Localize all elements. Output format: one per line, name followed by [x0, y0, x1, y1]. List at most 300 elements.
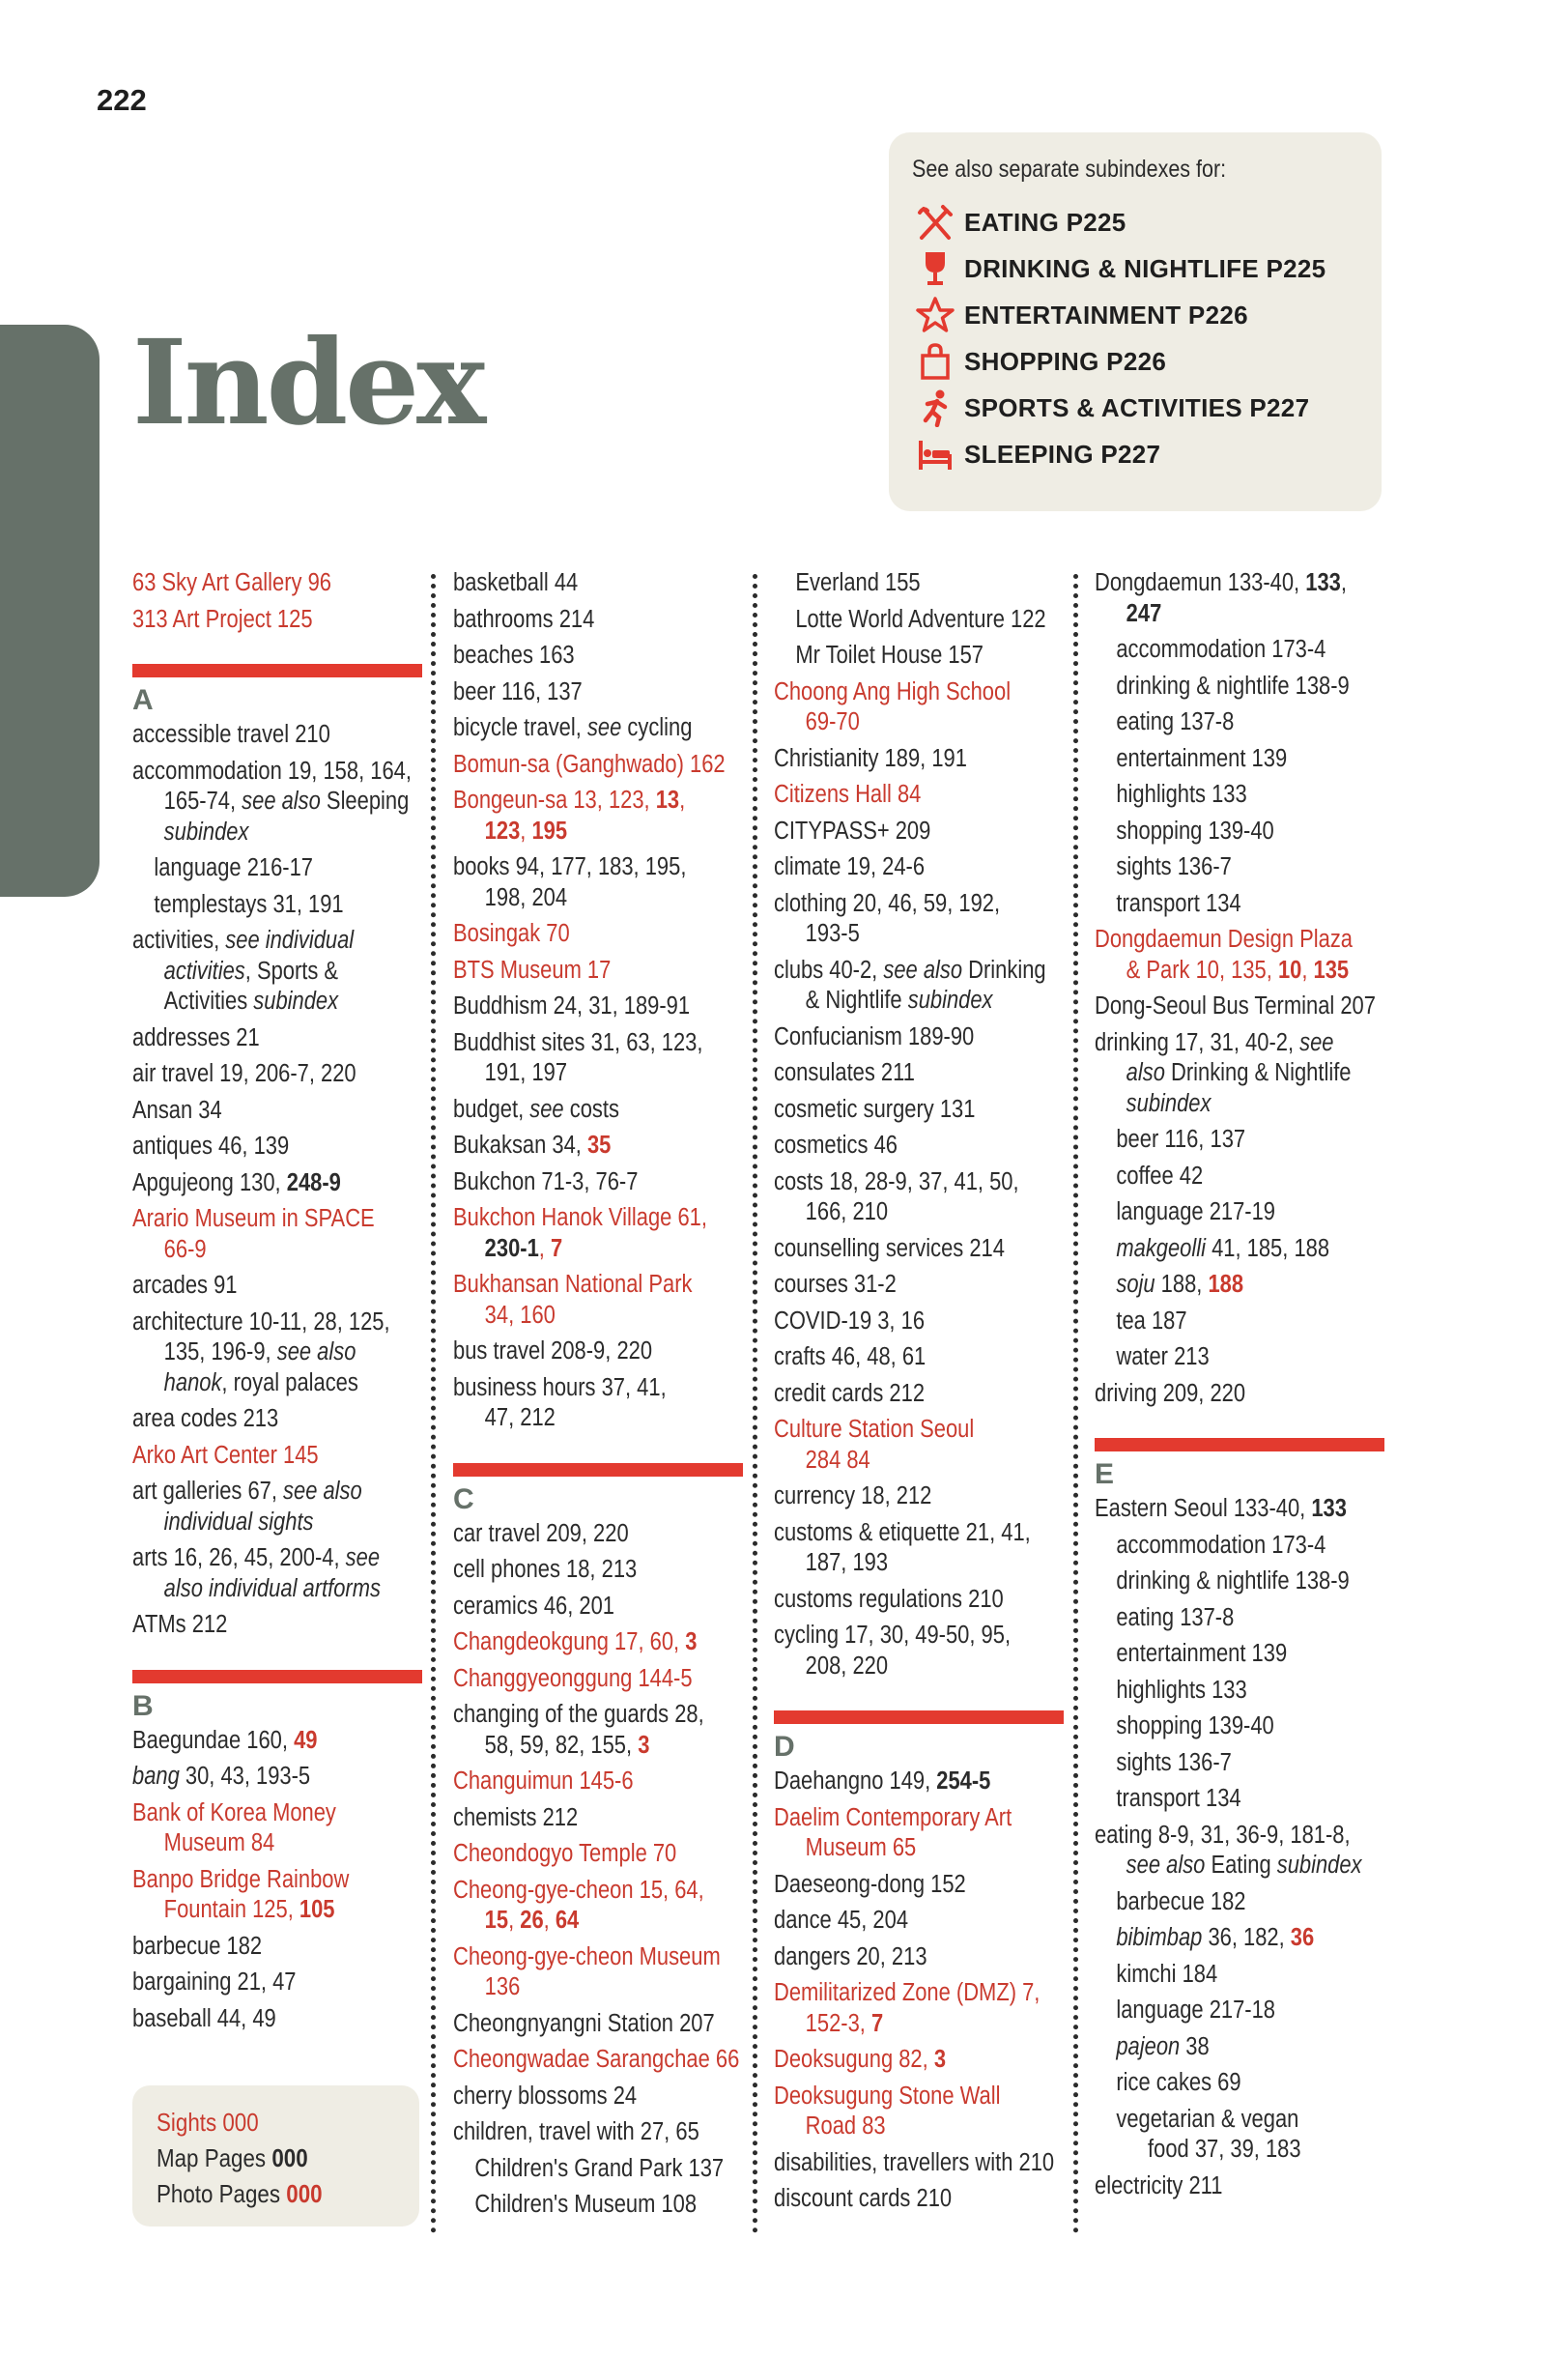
index-entry [453, 991, 702, 1022]
entry-line [774, 1585, 1023, 1616]
index-entry [453, 1270, 702, 1331]
entry-line [453, 1627, 702, 1658]
entry-text: language 217-18 [1116, 1997, 1275, 2024]
entry-text: cherry blossoms 24 [453, 2082, 638, 2110]
entry-line [1095, 991, 1376, 1022]
entry-text: , [543, 1907, 556, 1934]
subindex-eating[interactable] [914, 202, 1126, 243]
index-entry [132, 1271, 382, 1302]
index-entry [774, 889, 1023, 950]
entry-text: Cheongwadae Sarangchae 66 [453, 2046, 740, 2073]
entry-line [453, 677, 702, 708]
index-entry [774, 1131, 1023, 1162]
index-entry [453, 1167, 702, 1198]
index-entry [453, 1028, 702, 1089]
index-entry [132, 1543, 382, 1604]
index-entry [774, 1767, 1023, 1797]
entry-line [774, 1942, 1023, 1973]
entry-text: 30, 43, 193-5 [179, 1763, 311, 1790]
index-entry [774, 780, 1023, 811]
entry-text: 47, 212 [484, 1404, 556, 1431]
index-entry [453, 1519, 702, 1550]
index-entry [1095, 1821, 1362, 1882]
index-entry [774, 956, 1046, 1017]
entry-text: business hours 37, 41, [453, 1373, 667, 1401]
entry-line [132, 957, 382, 988]
entry-text: Bukaksan 34, [453, 1132, 587, 1159]
entry-line [453, 1058, 702, 1089]
index-entry [132, 757, 412, 848]
letter-divider [132, 664, 422, 677]
entry-line [132, 1828, 382, 1859]
index-entry [132, 1204, 382, 1265]
index-entry [774, 1270, 1023, 1301]
entry-line [132, 1441, 382, 1472]
entry-text: COVID-19 3, 16 [774, 1307, 926, 1335]
entry-line [1095, 1494, 1347, 1525]
index-subentry [1095, 817, 1344, 848]
entry-text: 135, 196-9, [163, 1338, 277, 1365]
index-entry [453, 786, 702, 847]
entry-line [453, 1731, 702, 1762]
entry-line [774, 2082, 1023, 2112]
section-tab [0, 325, 100, 897]
entry-line [1095, 1379, 1344, 1410]
entry-text: subindex [907, 987, 993, 1014]
entry-line [132, 1543, 382, 1574]
entry-line [774, 1803, 1023, 1834]
entry-text: Drinking [962, 956, 1046, 984]
entry-line [1116, 1603, 1344, 1634]
letter-heading: A [132, 684, 154, 716]
entry-text: Citizens Hall 84 [774, 781, 922, 808]
entry-text: Everland 155 [795, 569, 921, 596]
entry-line [1095, 1028, 1344, 1059]
entry-text: Cheondogyo Temple 70 [453, 1840, 677, 1867]
index-entry [453, 1131, 702, 1162]
entry-text: , [538, 1234, 551, 1262]
entry-text: clubs 40-2, [774, 956, 884, 984]
entry-text: soju [1116, 1271, 1155, 1298]
index-entry [774, 1481, 1023, 1512]
entry-text: see also [883, 956, 963, 984]
subindex-label: EATING P225 [964, 207, 1126, 237]
entry-line [453, 786, 702, 817]
entry-text: Dong-Seoul Bus Terminal 207 [1095, 992, 1376, 1020]
entry-text: activities, [132, 927, 226, 954]
letter-divider [1095, 1438, 1384, 1451]
entry-text: , [520, 817, 532, 845]
entry-text: see also [276, 1338, 356, 1365]
entry-text: 63 Sky Art Gallery 96 [132, 569, 331, 596]
subindex-sleeping[interactable] [914, 434, 1160, 474]
entry-text: changing of the guards 28, [453, 1701, 704, 1728]
entry-text: 165-74, [163, 788, 242, 815]
entry-line [453, 956, 702, 987]
entry-line [453, 568, 702, 599]
entry-text: 7 [550, 1234, 563, 1262]
entry-line [1116, 1531, 1344, 1562]
entry-text: Bukhansan National Park [453, 1271, 693, 1298]
index-column-4 [1095, 568, 1384, 2207]
entry-line [1116, 1566, 1350, 1597]
entry-text: courses 31-2 [774, 1271, 897, 1298]
entry-text: bicycle travel, [453, 714, 587, 741]
entry-line [1116, 852, 1344, 883]
column-divider [1073, 574, 1078, 2234]
entry-line [1095, 1089, 1344, 1120]
key-map-label: Map Pages [157, 2143, 272, 2172]
index-entry [453, 2045, 740, 2076]
subindex-shopping[interactable] [914, 341, 1166, 382]
index-subentry [1095, 2032, 1344, 2063]
entry-text: Dongdaemun 133-40, [1095, 569, 1306, 596]
entry-line [453, 1664, 702, 1695]
index-entry [453, 1700, 702, 1761]
entry-line [132, 1235, 382, 1266]
entry-line [132, 818, 382, 848]
entry-text: basketball 44 [453, 569, 579, 596]
entry-text: see [1299, 1028, 1334, 1056]
entry-text: see also [283, 1478, 362, 1505]
entry-text: 36, 182, [1202, 1924, 1291, 1951]
entry-line [132, 926, 382, 957]
subindex-label: SLEEPING P227 [964, 439, 1161, 469]
entry-line [1116, 2068, 1344, 2099]
entry-line [453, 1942, 721, 1973]
wine-glass-icon [914, 248, 956, 289]
entry-text: Sleeping [320, 788, 410, 815]
entry-text: baseball 44, 49 [132, 2004, 276, 2032]
entry-text: Children's Grand Park 137 [474, 2154, 725, 2182]
index-entry [453, 1767, 702, 1797]
entry-text: costs 18, 28-9, 37, 41, 50, [774, 1167, 1019, 1195]
entry-line [774, 817, 1023, 848]
index-entry [453, 1373, 702, 1434]
entry-text: cycling [621, 714, 693, 741]
entry-line [132, 1307, 390, 1338]
entry-text: art galleries 67, [132, 1478, 284, 1505]
entry-text: 254-5 [936, 1767, 991, 1795]
entry-text: Confucianism 189-90 [774, 1022, 975, 1050]
entry-text: cosmetic surgery 131 [774, 1095, 976, 1123]
entry-text: Bank of Korea Money [132, 1798, 336, 1826]
entry-text: 135 [1313, 956, 1350, 984]
entry-line [1095, 1821, 1351, 1852]
entry-line [132, 787, 410, 818]
entry-text: disabilities, travellers with 210 [774, 2148, 1055, 2176]
index-entry [774, 1906, 1023, 1937]
key-photo-pages [157, 2179, 323, 2209]
entry-line [453, 1131, 702, 1162]
entry-text: beer 116, 137 [453, 677, 583, 705]
entry-text: Cheong-gye-cheon Museum [453, 1942, 721, 1970]
entry-line [774, 1767, 1023, 1797]
entry-text: 191, 197 [484, 1059, 568, 1086]
key-map-number: 000 [271, 2143, 308, 2172]
entry-text: , Sports & [244, 957, 339, 985]
entry-text: CITYPASS+ 209 [774, 817, 931, 845]
entry-line [453, 713, 702, 744]
entry-line [132, 1477, 382, 1508]
entry-line [132, 2004, 382, 2035]
entry-text: architecture 10-11, 28, 125, [132, 1307, 390, 1336]
entry-line [132, 1023, 382, 1054]
index-entry [774, 744, 1023, 775]
entry-line [774, 1197, 1023, 1228]
entry-text: bus travel 208-9, 220 [453, 1337, 653, 1365]
entry-text: credit cards 212 [774, 1379, 926, 1407]
entry-line [774, 1270, 1023, 1301]
entry-line [453, 1592, 702, 1623]
entry-line [1116, 1748, 1344, 1779]
entry-line [132, 1610, 382, 1641]
entry-line [1116, 780, 1344, 811]
letter-divider [132, 1670, 422, 1683]
entry-line [1116, 2032, 1344, 2063]
entry-text: hanok [163, 1368, 222, 1396]
index-entry [132, 1307, 390, 1399]
entry-text: eating 137-8 [1116, 708, 1235, 735]
index-entry [453, 1592, 702, 1623]
entry-text: chemists 212 [453, 1803, 579, 1831]
entry-text: 64 [555, 1907, 580, 1934]
entry-text: Eastern Seoul 133-40, [1095, 1495, 1312, 1522]
entry-text: 49 [294, 1726, 318, 1754]
entry-line [132, 1798, 382, 1829]
shopping-bag-icon [914, 341, 956, 382]
entry-text: Deoksugung 82, [774, 2046, 934, 2073]
entry-text: Changdeokgung 17, 60, [453, 1628, 686, 1655]
entry-line [1116, 1197, 1344, 1228]
entry-line [774, 1870, 1023, 1901]
entry-text: 34, 160 [484, 1301, 556, 1329]
entry-line [1116, 1784, 1344, 1815]
entry-text: customs regulations 210 [774, 1585, 1004, 1613]
entry-text: electricity 211 [1095, 2171, 1223, 2199]
entry-line [474, 2190, 702, 2221]
entry-line [774, 1131, 1023, 1162]
column-divider [431, 574, 436, 2234]
entry-line [132, 1168, 382, 1199]
entry-text: ceramics 46, 201 [453, 1592, 615, 1620]
index-subentry [1095, 1960, 1344, 1991]
entry-text: Christianity 189, 191 [774, 744, 967, 772]
index-subentry [1095, 1162, 1344, 1192]
index-entry [132, 568, 382, 599]
entry-text: dangers 20, 213 [774, 1942, 927, 1970]
subindex-label: ENTERTAINMENT P226 [964, 300, 1248, 330]
entry-line [132, 1368, 382, 1399]
entry-text: accommodation 19, 158, 164, [132, 757, 412, 785]
entry-line [774, 956, 1046, 987]
entry-text: Bosingak 70 [453, 920, 570, 947]
entry-text: 105 [299, 1896, 335, 1923]
entry-text: pajeon [1116, 2032, 1181, 2060]
entry-line [774, 1379, 1023, 1410]
subindex-sports[interactable] [914, 388, 1309, 428]
index-entry [132, 1023, 382, 1054]
entry-text: eating 137-8 [1116, 1603, 1235, 1631]
entry-text: 152-3, [805, 2009, 871, 2037]
entry-text: vegetarian & vegan [1116, 2105, 1299, 2133]
index-entry [453, 1839, 702, 1870]
entry-line [453, 1234, 702, 1265]
entry-text: 284 84 [805, 1446, 870, 1474]
entry-line [774, 889, 1023, 920]
entry-text: shopping 139-40 [1116, 1712, 1274, 1739]
entry-line [1116, 1162, 1344, 1192]
index-entry [453, 677, 702, 708]
subindex-drinking[interactable] [914, 248, 1326, 289]
entry-line [774, 744, 1023, 775]
entry-text: coffee 42 [1116, 1162, 1204, 1190]
entry-text: 35 [586, 1132, 612, 1159]
entry-text: drinking & nightlife 138-9 [1116, 672, 1350, 700]
index-entry [774, 1307, 1023, 1337]
index-entry [1095, 925, 1353, 986]
index-entry [453, 1942, 721, 2003]
entry-line [154, 853, 382, 884]
entry-text: entertainment 139 [1116, 744, 1288, 772]
entry-text: tea 187 [1116, 1307, 1187, 1335]
letter-divider [453, 1463, 743, 1477]
entry-line [132, 1204, 382, 1235]
entry-line [1095, 1058, 1352, 1089]
entry-text: Eating [1205, 1852, 1277, 1879]
entry-text: highlights 133 [1116, 781, 1247, 808]
subindex-entertainment[interactable] [914, 295, 1248, 335]
index-subentry [1095, 1566, 1350, 1597]
index-entry [132, 2004, 382, 2035]
index-subentry [1095, 889, 1344, 920]
entry-line [453, 991, 702, 1022]
entry-text: Cheongnyangni Station 207 [453, 2009, 715, 2037]
entry-text: Bukchon Hanok Village 61, [453, 1204, 707, 1231]
entry-line [1095, 599, 1344, 630]
entry-line [795, 568, 1023, 599]
entry-text: bargaining 21, 47 [132, 1968, 297, 1996]
entry-text: Buddhist sites 31, 63, 123, [453, 1028, 703, 1056]
index-entry [453, 1336, 702, 1367]
entry-text: Changuimun 145-6 [453, 1767, 634, 1795]
page-title: Index [132, 313, 484, 451]
index-entry [453, 713, 702, 744]
entry-text: 188 [1208, 1271, 1244, 1298]
index-entry [453, 605, 702, 636]
entry-line [453, 1700, 702, 1731]
index-entry [453, 2009, 715, 2040]
index-column-2 [453, 568, 743, 2227]
index-entry [774, 2184, 1023, 2215]
entry-text: Museum 65 [805, 1834, 917, 1861]
index-subentry [1095, 1234, 1344, 1265]
entry-text: see [529, 1095, 564, 1123]
entry-text: costs [563, 1095, 619, 1123]
entry-line [774, 852, 1023, 883]
entry-text: 187, 193 [805, 1549, 889, 1576]
key-map-pages [157, 2143, 308, 2173]
column-divider [753, 574, 757, 2234]
entry-line [1116, 889, 1344, 920]
index-entry [453, 1876, 702, 1937]
entry-line [795, 641, 1023, 672]
entry-line [132, 1726, 382, 1757]
entry-line [453, 1028, 702, 1059]
entry-text: 3 [933, 2046, 947, 2073]
entry-text: 198, 204 [484, 883, 568, 911]
entry-text: Mr Toilet House 157 [795, 642, 984, 669]
subindex-label: SPORTS & ACTIVITIES P227 [964, 392, 1310, 422]
entry-line [774, 986, 1023, 1017]
entry-line [1116, 817, 1344, 848]
index-subentry [1095, 1711, 1344, 1742]
index-entry [453, 1803, 702, 1834]
index-entry [453, 852, 702, 913]
entry-line [453, 1972, 702, 2003]
subindex-intro: See also separate subindexes for: [912, 156, 1227, 183]
index-subentry [453, 2190, 702, 2221]
entry-line [453, 817, 702, 848]
entry-line [453, 1767, 702, 1797]
entry-line [774, 1548, 1023, 1579]
index-subentry [132, 853, 382, 884]
index-subentry [1095, 744, 1344, 775]
entry-text: Bomun-sa (Ganghwado) 162 [453, 750, 726, 778]
key-sights: Sights 000 [157, 2108, 259, 2137]
entry-line [1116, 2135, 1344, 2166]
index-entry [774, 2082, 1023, 2142]
entry-line [1095, 925, 1353, 956]
entry-text: accommodation 173-4 [1116, 636, 1326, 663]
entry-line [132, 1865, 382, 1896]
entry-line [453, 1555, 702, 1586]
entry-text: Dongdaemun Design Plaza [1095, 926, 1353, 953]
index-entry [132, 1059, 382, 1090]
entry-text: highlights 133 [1116, 1676, 1247, 1704]
entry-text: Arario Museum in SPACE [132, 1205, 375, 1232]
index-entry [774, 1978, 1041, 2039]
entry-text: discount cards 210 [774, 2185, 953, 2212]
index-entry [132, 720, 382, 751]
index-subentry [1095, 780, 1344, 811]
entry-text: bibimbap [1116, 1924, 1203, 1951]
entry-text: language 217-19 [1116, 1198, 1275, 1225]
index-entry [453, 1095, 702, 1126]
entry-text: Children's Museum 108 [474, 2191, 698, 2218]
index-entry [132, 1762, 382, 1793]
entry-text: beer 116, 137 [1116, 1126, 1246, 1153]
entry-text: bang [132, 1763, 180, 1790]
entry-line [774, 1518, 1031, 1549]
running-person-icon [914, 388, 956, 428]
entry-line [453, 1839, 702, 1870]
index-entry [453, 2117, 702, 2148]
index-subentry [1095, 2105, 1344, 2166]
entry-text: Activities [163, 988, 254, 1015]
entry-text: counselling services 214 [774, 1234, 1005, 1262]
entry-line [774, 1621, 1023, 1652]
entry-text: arts 16, 26, 45, 200-4, [132, 1544, 346, 1571]
entry-text: Road 83 [805, 2112, 886, 2140]
entry-line [774, 1906, 1023, 1937]
entry-text: 166, 210 [805, 1198, 889, 1225]
entry-text: Changgyeonggung 144-5 [453, 1664, 693, 1692]
entry-line [453, 1373, 702, 1404]
index-entry [453, 1203, 707, 1264]
entry-line [132, 1096, 382, 1127]
index-entry [453, 1664, 702, 1695]
